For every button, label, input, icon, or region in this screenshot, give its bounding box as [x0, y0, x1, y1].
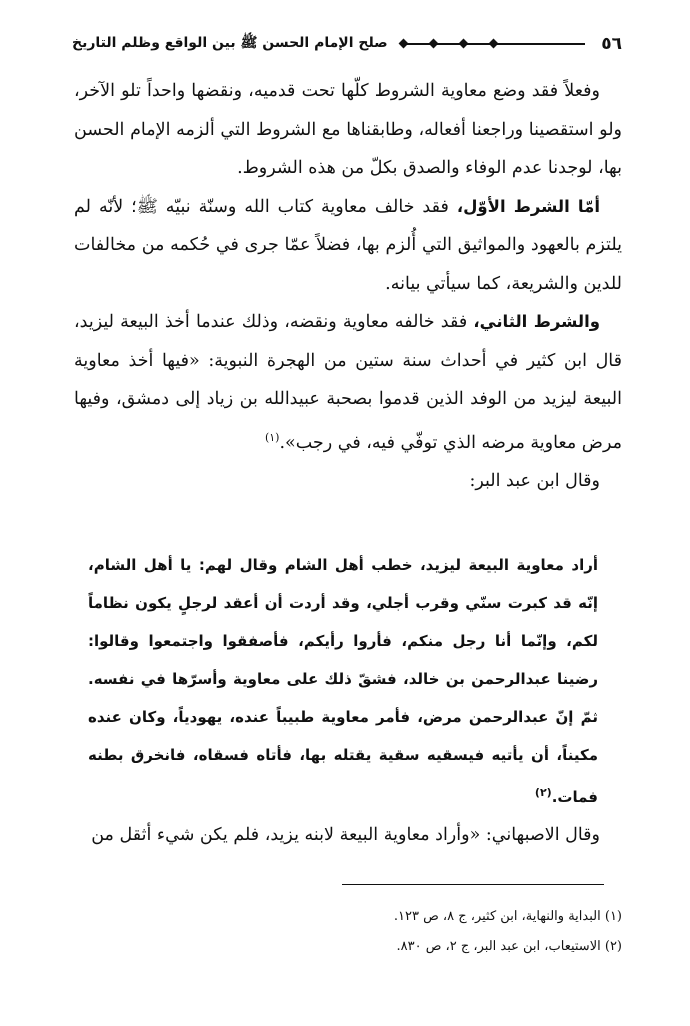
footnote-ref-2[interactable]: (٢) — [534, 786, 552, 799]
body-text — [74, 72, 622, 500]
paragraph-4: وقال ابن عبد البر: — [469, 470, 600, 491]
paragraph-5: وقال الاصبهاني: «وأراد معاوية البيعة لابنه يزيد، فلم يكن شيء أثقل من — [91, 825, 600, 845]
header-ornament-rule — [400, 39, 586, 49]
second-condition-heading: والشرط الثاني، — [473, 312, 600, 331]
first-condition-heading: أمّا الشرط الأوّل، — [456, 196, 600, 216]
paragraph-3-text: فقد خالفه معاوية ونقضه، وذلك عندما أخذ البيعة ليزيد، قال ابن كثير في أحداث سنة ستين من الهجرة النبوية: «فيها أخذ معاوية البيعة ليزيد من الوفد الذين قدموا بصحبة عبيدالله بن زياد إلى دمشق، وفيها مرض معاوية مرضه الذي توفّي فيه، في رجب». — [74, 312, 622, 453]
footnote-1: (١) البداية والنهاية، ابن كثير، ج ٨، ص ١٢٣. — [393, 909, 622, 924]
paragraph-1: وفعلاً فقد وضع معاوية الشروط كلّها تحت قدميه، ونقضها واحداً تلو الآخر، ولو استقصينا وراجعنا أفعاله، وطابقناها مع الشروط التي ألزمه الإمام الحسن بها، لوجدنا عدم الوفاء والصدق بكلّ من هذه الشروط. — [74, 81, 622, 178]
footnote-2: (٢) الاستيعاب، ابن عبد البر، ج ٢، ص ٨٣٠. — [396, 939, 622, 954]
footnotes — [74, 902, 622, 962]
page-header — [72, 30, 622, 58]
block-quote — [88, 546, 598, 816]
paragraph-2 — [74, 188, 622, 304]
block-quote-text: أراد معاوية البيعة ليزيد، خطب أهل الشام وقال لهم: يا أهل الشام، إنّه قد كبرت سنّي وقرب أجلي، وقد أردت أن أعقد لرجلٍ يكون نظاماً لكم، وإنّما أنا رجل منكم، فأروا رأيكم، فأصفقوا واجتمعوا وقالوا: رضينا عبدالرحمن بن خالد، فشقّ ذلك على معاوية وأسرّها في نفسه. ثمّ إنّ عبدالرحمن مرض، فأمر معاوية طبيباً عنده، يهودياً، وكان عنده مكيناً، أن يأتيه فيسقيه سقية يقتله بها، فأتاه فسقاه، فانخرق بطنه فمات. — [88, 556, 598, 806]
footnote-ref-1[interactable]: (١) — [264, 430, 280, 444]
page-number: ٥٦ — [601, 34, 622, 54]
footnote-separator — [342, 884, 604, 885]
paragraph-2-text: فقد خالف معاوية كتاب الله وسنّة نبيّه ﷺ؛ لأنّه لم يلتزم بالعهود والمواثيق التي أُلزم بها، فضلاً عمّا جرى في حُكمه من مخالفات للدين والشريعة، كما سيأتي بيانه. — [74, 196, 622, 294]
paragraph-3 — [74, 303, 622, 462]
running-title: صلح الإمام الحسن ﷺ بين الواقع وظلم التاريخ — [72, 35, 388, 51]
